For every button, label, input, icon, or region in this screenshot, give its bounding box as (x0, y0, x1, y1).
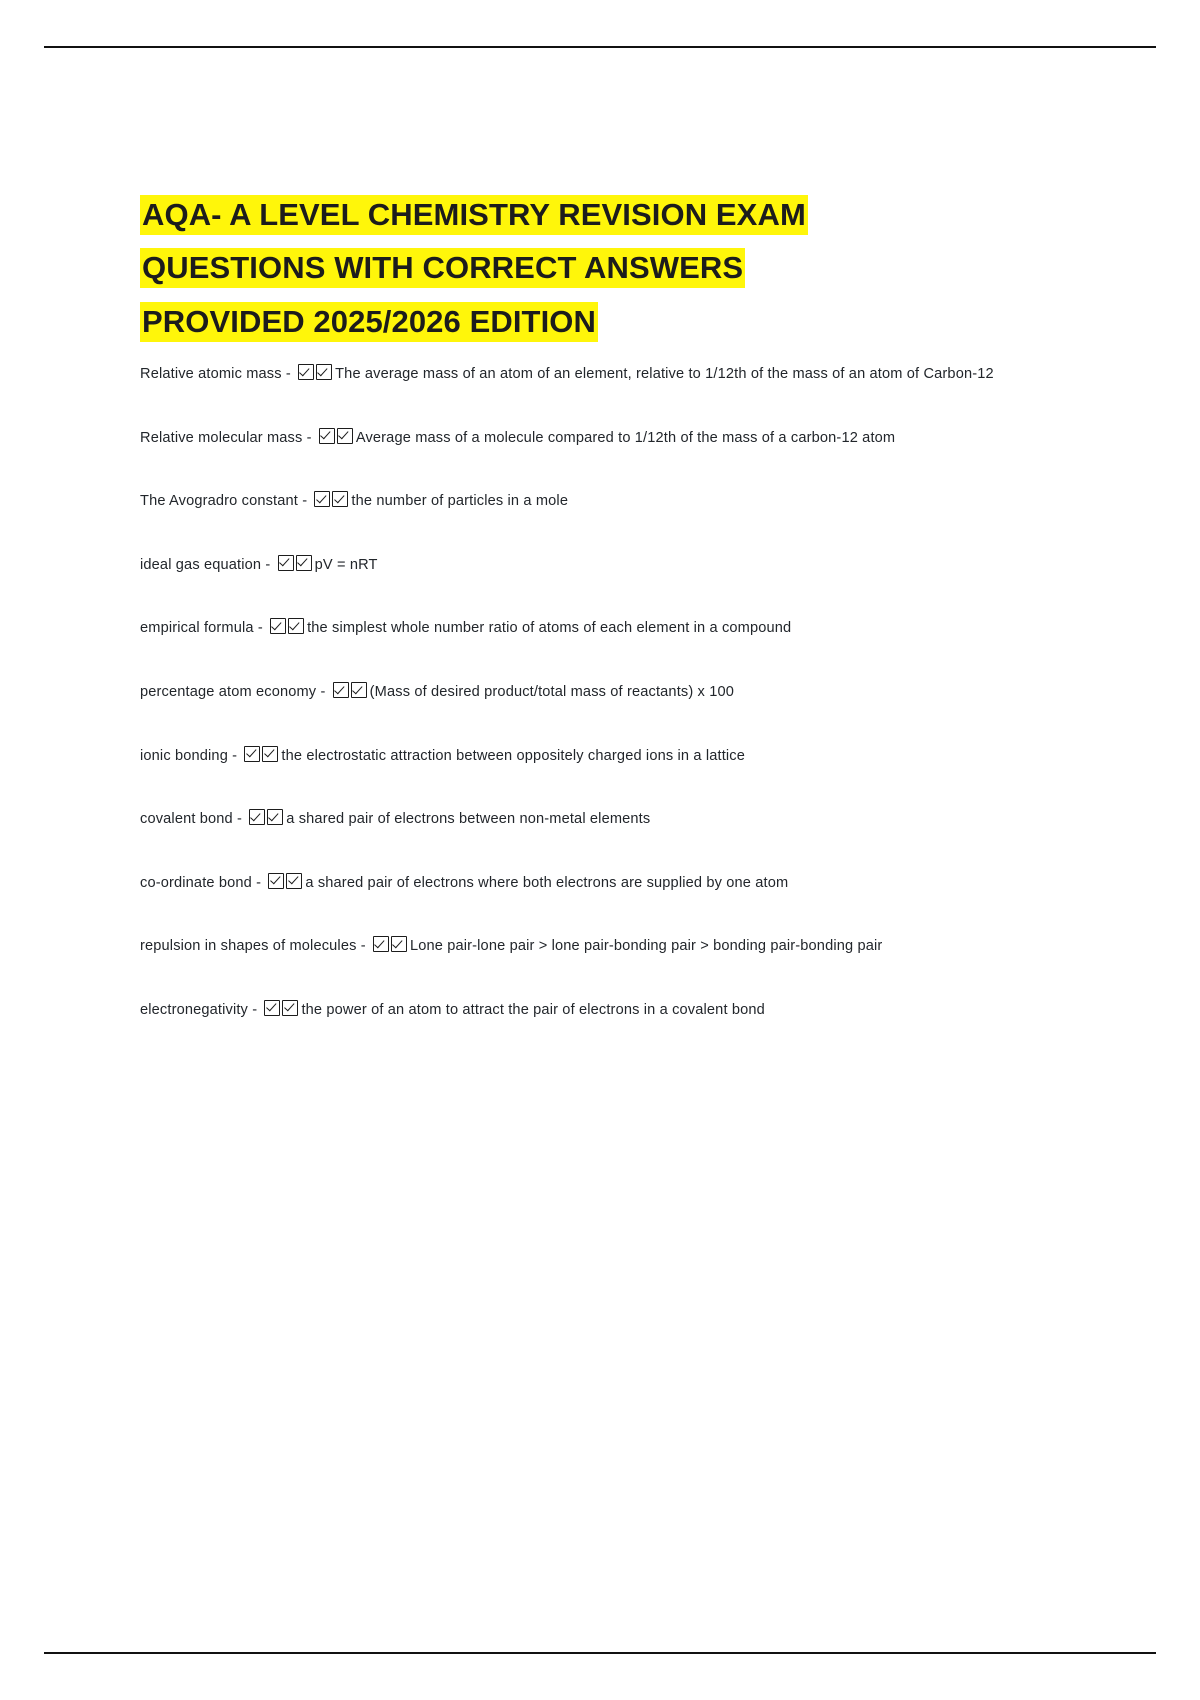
checkbox-checked-icon (278, 555, 294, 571)
qa-definition: pV = nRT (314, 556, 378, 573)
qa-definition: a shared pair of electrons between non-metal elements (286, 811, 651, 828)
qa-term: covalent bond - (140, 811, 247, 828)
qa-definition: the electrostatic attraction between oppositely charged ions in a lattice (281, 747, 746, 764)
page-frame (44, 46, 1156, 1654)
qa-definition: the power of an atom to attract the pair of electrons in a covalent bond (301, 1001, 765, 1018)
checkbox-checked-icon (351, 682, 367, 698)
checkbox-pair (248, 807, 284, 832)
checkbox-checked-icon (332, 491, 348, 507)
list-item (140, 426, 1060, 451)
list-item (140, 680, 1060, 705)
checkbox-checked-icon (244, 746, 260, 762)
list-item (140, 998, 1060, 1023)
checkbox-checked-icon (296, 555, 312, 571)
checkbox-pair (313, 489, 349, 514)
page-title-line-3: PROVIDED 2025/2026 EDITION (140, 302, 598, 342)
checkbox-checked-icon (373, 936, 389, 952)
checkbox-checked-icon (249, 809, 265, 825)
list-item (140, 744, 1060, 769)
document-content (140, 188, 1060, 1061)
checkbox-pair (277, 553, 313, 578)
list-item (140, 553, 1060, 578)
qa-term: ideal gas equation - (140, 556, 275, 573)
checkbox-checked-icon (316, 364, 332, 380)
checkbox-checked-icon (282, 1000, 298, 1016)
list-item (140, 362, 1060, 387)
qa-term: Relative molecular mass - (140, 429, 316, 446)
qa-definition: the simplest whole number ratio of atoms of each element in a compound (307, 620, 792, 637)
checkbox-checked-icon (333, 682, 349, 698)
checkbox-checked-icon (337, 428, 353, 444)
checkbox-pair (318, 426, 354, 451)
qa-list (140, 362, 1060, 1023)
list-item (140, 616, 1060, 641)
checkbox-checked-icon (264, 1000, 280, 1016)
checkbox-checked-icon (288, 618, 304, 634)
page-title-line-1: AQA- A LEVEL CHEMISTRY REVISION EXAM (140, 195, 808, 235)
list-item (140, 807, 1060, 832)
list-item (140, 871, 1060, 896)
list-item (140, 489, 1060, 514)
checkbox-pair (332, 680, 368, 705)
qa-definition: a shared pair of electrons where both electrons are supplied by one atom (305, 874, 789, 891)
checkbox-checked-icon (286, 873, 302, 889)
qa-definition: the number of particles in a mole (351, 493, 569, 510)
qa-term: empirical formula - (140, 620, 268, 637)
qa-definition: The average mass of an atom of an element, relative to 1/12th of the mass of an atom of Carbon-12 (335, 365, 994, 382)
checkbox-pair (297, 362, 333, 387)
checkbox-checked-icon (267, 809, 283, 825)
checkbox-pair (263, 998, 299, 1023)
qa-term: co-ordinate bond - (140, 874, 266, 891)
checkbox-checked-icon (262, 746, 278, 762)
checkbox-checked-icon (391, 936, 407, 952)
qa-definition: (Mass of desired product/total mass of reactants) x 100 (369, 683, 735, 700)
checkbox-checked-icon (314, 491, 330, 507)
page-title-line-2: QUESTIONS WITH CORRECT ANSWERS (140, 248, 745, 288)
checkbox-checked-icon (319, 428, 335, 444)
checkbox-pair (372, 934, 408, 959)
checkbox-pair (267, 871, 303, 896)
qa-definition: Average mass of a molecule compared to 1/12th of the mass of a carbon-12 atom (355, 429, 896, 446)
qa-term: ionic bonding - (140, 747, 242, 764)
checkbox-checked-icon (268, 873, 284, 889)
qa-term: repulsion in shapes of molecules - (140, 938, 370, 955)
qa-term: Relative atomic mass - (140, 365, 296, 382)
list-item (140, 934, 1060, 959)
checkbox-checked-icon (298, 364, 314, 380)
page-title (140, 188, 1060, 348)
checkbox-pair (243, 744, 279, 769)
qa-definition: Lone pair-lone pair > lone pair-bonding pair > bonding pair-bonding pair (409, 938, 883, 955)
qa-term: The Avogradro constant - (140, 493, 312, 510)
checkbox-checked-icon (270, 618, 286, 634)
qa-term: electronegativity - (140, 1001, 262, 1018)
qa-term: percentage atom economy - (140, 683, 330, 700)
checkbox-pair (269, 616, 305, 641)
